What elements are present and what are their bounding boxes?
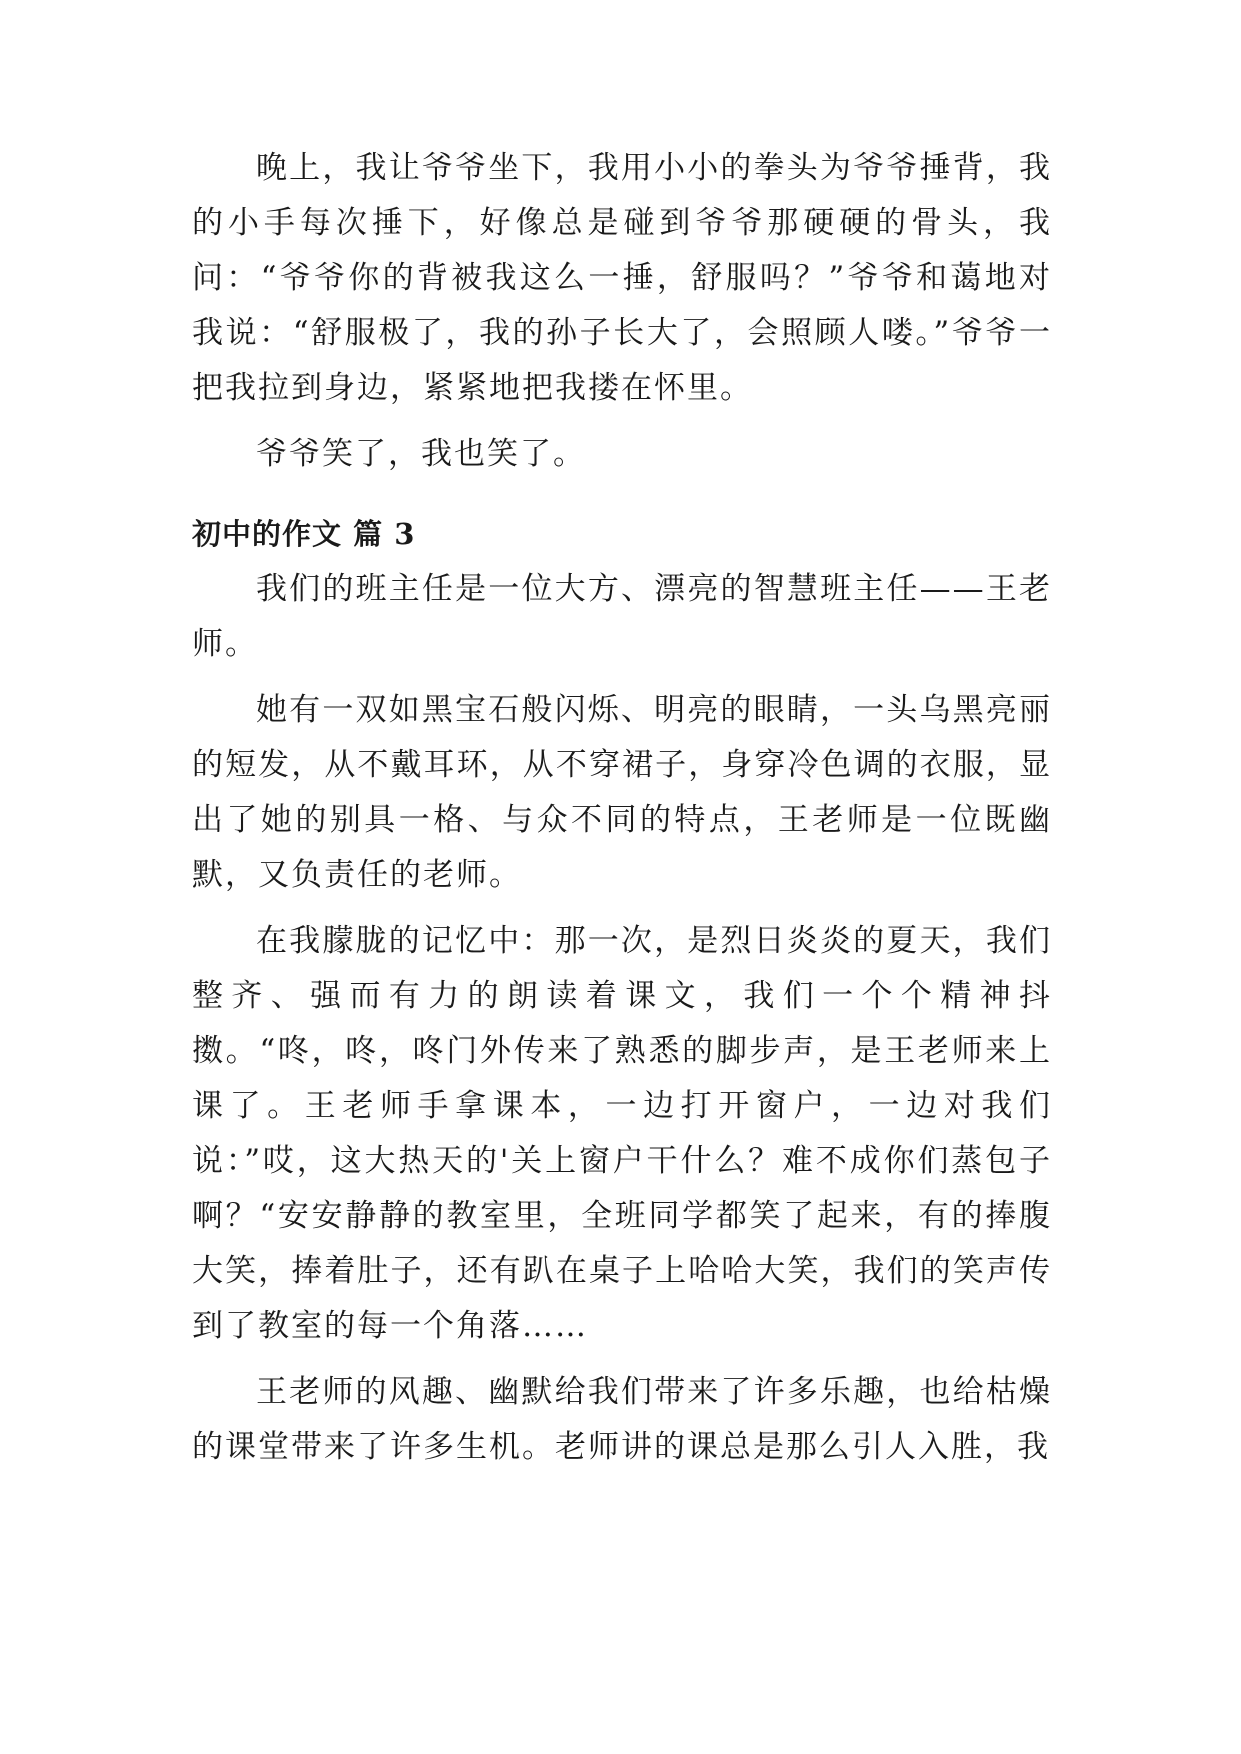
essay-section-previous <box>192 141 1052 482</box>
paragraph-class-teacher: 我们的班主任是一位大方、漂亮的智慧班主任——王老师。 <box>192 571 1052 662</box>
essay-title: 初中的作文 篇 3 <box>192 517 416 551</box>
paragraph-both-laughed: 爷爷笑了，我也笑了。 <box>256 436 586 472</box>
paragraph-back-massage: 晚上，我让爷爷坐下，我用小小的拳头为爷爷捶背，我的小手每次捶下，好像总是碰到爷爷那硬硬的骨头，我问：“爷爷你的背被我这么一捶，舒服吗？”爷爷和蔼地对我说：“舒服极了，我的孙子长大了，会照顾人喽。”爷爷一把我拉到身边，紧紧地把我搂在怀里。 <box>192 150 1052 406</box>
paragraph-teacher-humor: 王老师的风趣、幽默给我们带来了许多乐趣，也给枯燥的课堂带来了许多生机。老师讲的课总是那么引人入胜，我 <box>192 1374 1052 1465</box>
paragraph-teacher-appearance: 她有一双如黑宝石般闪烁、明亮的眼睛，一头乌黑亮丽的短发，从不戴耳环，从不穿裙子，身穿冷色调的衣服，显出了她的别具一格、与众不同的特点，王老师是一位既幽默，又负责任的老师。 <box>192 692 1052 893</box>
essay-section-3 <box>192 507 1052 1475</box>
paragraph-classroom-memory: 在我朦胧的记忆中：那一次，是烈日炎炎的夏天，我们整齐、强而有力的朗读着课文，我们一个个精神抖擞。“咚，咚，咚门外传来了熟悉的脚步声，是王老师来上课了。王老师手拿课本，一边打开窗户，一边对我们说：”哎，这大热天的'关上窗户干什么？难不成你们蒸包子啊？“安安静静的教室里，全班同学都笑了起来，有的捧腹大笑，捧着肚子，还有趴在桌子上哈哈大笑，我们的笑声传到了教室的每一个角落…… <box>192 923 1052 1344</box>
